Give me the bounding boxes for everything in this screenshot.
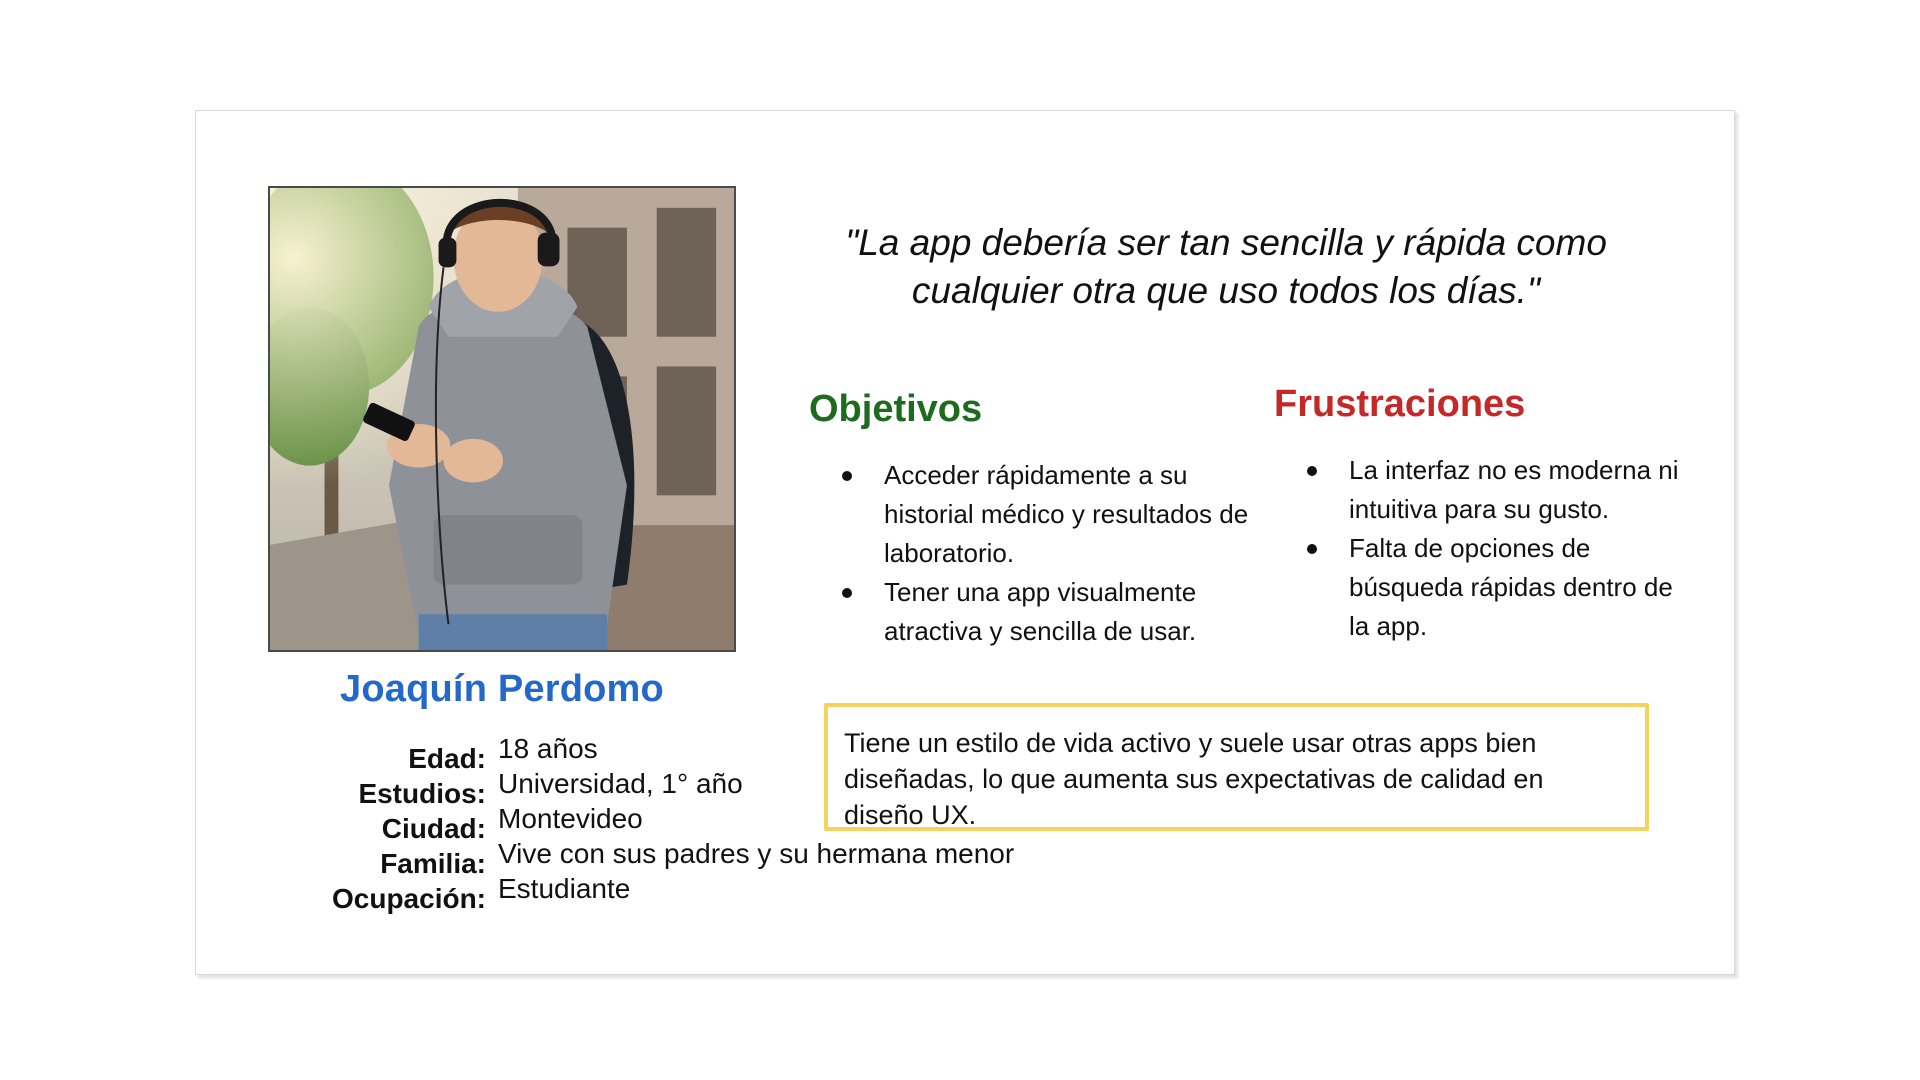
detail-value: Universidad, 1° año (498, 768, 743, 799)
bullet-icon (842, 471, 852, 481)
objectives-heading: Objetivos (809, 388, 983, 430)
list-item (1349, 529, 1679, 646)
list-item (884, 573, 1284, 651)
list-item (1349, 451, 1679, 529)
detail-row-family (236, 838, 1036, 879)
bullet-icon (842, 588, 852, 598)
detail-value: 18 años (498, 733, 598, 764)
frustration-text: Falta de opciones de búsqueda rápidas dentro de la app. (1349, 533, 1673, 641)
detail-label: Edad: (408, 743, 486, 774)
detail-label: Estudios: (358, 778, 486, 809)
objective-text: Acceder rápidamente a su historial médico y resultados de laboratorio. (884, 460, 1249, 568)
detail-label: Familia: (380, 848, 486, 879)
persona-name: Joaquín Perdomo (340, 668, 664, 710)
detail-value: Montevideo (498, 803, 643, 834)
context-note: Tiene un estilo de vida activo y suele usar otras apps bien diseñadas, lo que aumenta sus expectativas de calidad en diseño UX. (824, 703, 1649, 831)
objective-text: Tener una app visualmente atractiva y sencilla de usar. (884, 577, 1197, 646)
objectives-list (884, 456, 1284, 651)
frustrations-heading: Frustraciones (1274, 383, 1526, 425)
detail-label: Ocupación: (331, 883, 486, 914)
detail-value: Vive con sus padres y su hermana menor (498, 838, 1015, 869)
list-item (884, 456, 1284, 573)
persona-quote: "La app debería ser tan sencilla y rápida como cualquier otra que uso todos los días." (845, 222, 1607, 311)
detail-value: Estudiante (498, 873, 631, 904)
bullet-icon (1307, 544, 1317, 554)
persona-slide (195, 110, 1735, 975)
detail-label: Ciudad: (381, 813, 486, 844)
detail-row-occupation (236, 873, 1036, 914)
frustration-text: La interfaz no es moderna ni intuitiva para su gusto. (1349, 455, 1679, 524)
frustrations-list (1349, 451, 1679, 646)
persona-photo-illustration (270, 188, 734, 650)
bullet-icon (1307, 466, 1317, 476)
persona-photo (268, 186, 736, 652)
